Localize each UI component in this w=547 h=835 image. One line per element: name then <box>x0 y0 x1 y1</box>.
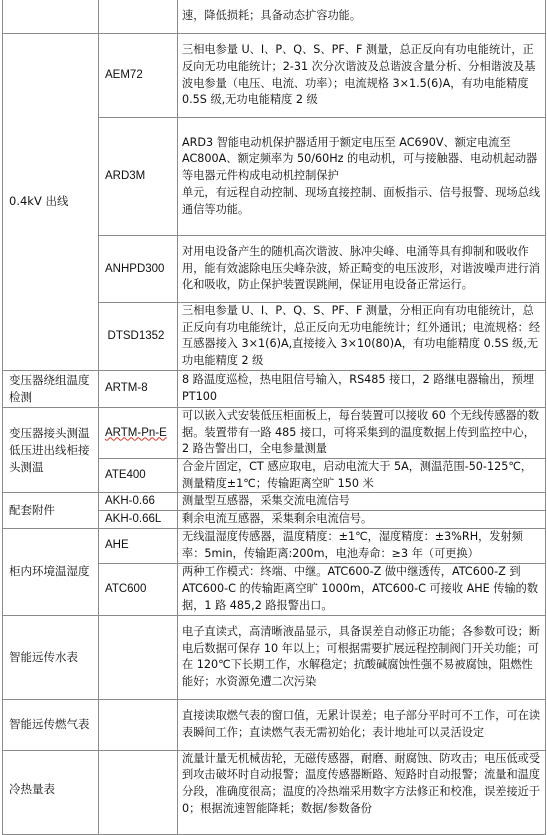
table-row <box>3 615 546 699</box>
model-cell-atc600: ATC600 <box>99 563 178 615</box>
category-cell <box>3 0 99 34</box>
description-cell-akh066: 测量型互感器，采集交流电流信号 <box>178 493 546 511</box>
description-cell-anhpd300: 对用电设备产生的随机高次谐波、脉冲尖峰、电涌等具有抑制和吸收作用，能有效滤除电压尖峰杂波，矫正畸变的电压波形，对谐波噪声进行消化和吸收，防止保护装置误跳闸，保证用电设备正常运行。 <box>178 236 546 303</box>
model-label: ARTM-Pn-E <box>105 426 167 439</box>
model-cell <box>99 0 178 34</box>
description-cell-artm8: 8 路温度巡检，热电阻信号输入，RS485 接口，2 路继电器输出，预埋 PT100 <box>178 370 546 407</box>
table-row <box>3 699 546 750</box>
category-cell-water-meter: 智能远传水表 <box>3 615 99 699</box>
description-cell-akh066l: 剩余电流互感器，采集剩余电流信号。 <box>178 511 546 529</box>
table-row <box>3 493 546 511</box>
description-cell-ahe: 无线温湿度传感器，温度精度：±1℃，湿度精度：±3%RH，发射频率：5min，传输距离:200m，电池寿命：≥3 年（可更换） <box>178 528 546 563</box>
category-cell-outgoing-line: 0.4kV 出线 <box>3 34 99 371</box>
model-cell-artm8: ARTM-8 <box>99 370 178 407</box>
model-cell-akh066: AKH-0.66 <box>99 493 178 511</box>
category-cell-heat-meter: 冷热量表 <box>3 750 99 834</box>
category-cell-accessories: 配套附件 <box>3 493 99 528</box>
table-row <box>3 370 546 407</box>
model-cell-ate400: ATE400 <box>99 458 178 492</box>
model-cell <box>99 750 178 834</box>
description-cell-gas-meter: 直接读取燃气表的窗口值，无累计误差；电子部分平时可不工作，可在读表瞬间工作；直读燃气表无需初始化；表计地址可以灵活设定 <box>178 699 546 750</box>
description-cell-heat-meter: 流量计量无机械齿轮，无磁传感器，耐磨、耐腐蚀、防攻击；电压低或受到攻击破坏时自动报警；温度传感器断路、短路时自动报警；流量和温度分段，准确度很高；温度的冷热端采用数字方法修正和校准，误差接近于 0；根据流速智能降耗；数据/参数备份 <box>178 750 546 834</box>
description-paragraph: ARD3 智能电动机保护器适用于额定电压至 AC690V、额定电流至 AC800A、额定频率为 50/60Hz 的电动机，可与接触器、电动机起动器等电器元件构成电动机控制保护 <box>182 135 538 183</box>
description-cell-atc600: 两种工作模式：终端、中继。ATC600-Z 做中继透传，ATC600-Z 到 ATC600-C 的传输距离空旷 1000m，ATC600-C 可接收 AHE 传输的数据，1 路 485,2 路报警出口。 <box>178 563 546 615</box>
description-cell-dtsd1352: 三相电参量 U、I、P、Q、S、PF、F 测量，分相正向有功电能统计，总正反向有功电能统计，总正反向无功电能统计；红外通讯；电流规格：经互感器接入 3×1(6)A,直接接入 3×10(80)A，有功电能精度 0.5S 级,无功电能精度 2 级 <box>178 303 546 371</box>
description-cell: 速，降低损耗；具备动态扩容功能。 <box>178 0 546 34</box>
category-label: 变压器接头测温 <box>9 425 90 440</box>
description-paragraph: 单元，有远程自动控制、现场直接控制、面板指示、信号报警、现场总线通信等功能。 <box>182 185 541 216</box>
model-cell-dtsd1352: DTSD1352 <box>99 303 178 371</box>
category-cell-gas-meter: 智能远传燃气表 <box>3 699 99 750</box>
model-cell-artm-pn-e <box>99 407 178 458</box>
description-cell-ate400: 合金片固定，CT 感应取电，启动电流大于 5A，测温范围-50-125℃，测量精度±1℃；传输距离空旷 150 米 <box>178 458 546 492</box>
table-row <box>3 0 546 34</box>
description-cell-ard3m <box>178 118 546 236</box>
model-cell-ard3m: ARD3M <box>99 118 178 236</box>
category-label: 低压进出线柜接头测温 <box>9 442 90 474</box>
model-cell-akh066l: AKH-0.66L <box>99 511 178 529</box>
table-row <box>3 528 546 563</box>
product-spec-table <box>2 0 546 835</box>
category-cell-winding-temp: 变压器绕组温度检测 <box>3 370 99 407</box>
table-row <box>3 407 546 458</box>
table-row <box>3 750 546 834</box>
description-cell-artm-pn-e: 可以嵌入式安装低压柜面板上，每台装置可以接收 60 个无线传感器的数据。装置带有一路 485 接口，可将采集到的温度数据上传到监控中心，2 路告警出口，全电参量测量 <box>178 407 546 458</box>
description-cell-water-meter: 电子直读式，高清晰液晶显示，具备误差自动修正功能；各参数可设；断电后数据可保存 10 年以上；可根据需要扩展远程控制阀门开关功能；可在 120℃下长期工作，水解稳定；抗酸碱腐蚀性强不易被腐蚀，阻燃性能好；水资源免遭二次污染 <box>178 615 546 699</box>
model-cell <box>99 615 178 699</box>
description-cell-aem72: 三相电参量 U、I、P、Q、S、PF、F 测量，总正反向有功电能统计，正反向无功电能统计；2-31 次分次谐波及总谐波含量分析、分相谐波及基波电参量（电压、电流、功率）；电流规格 3×1.5(6)A，有功电能精度 0.5S 级,无功电能精度 2 级 <box>178 34 546 118</box>
category-cell-cabinet-env: 柜内环境温湿度 <box>3 528 99 615</box>
model-cell-anhpd300: ANHPD300 <box>99 236 178 303</box>
model-cell-aem72: AEM72 <box>99 34 178 118</box>
table-row <box>3 34 546 118</box>
model-cell-ahe: AHE <box>99 528 178 563</box>
category-cell-joint-temp <box>3 407 99 493</box>
model-cell <box>99 699 178 750</box>
